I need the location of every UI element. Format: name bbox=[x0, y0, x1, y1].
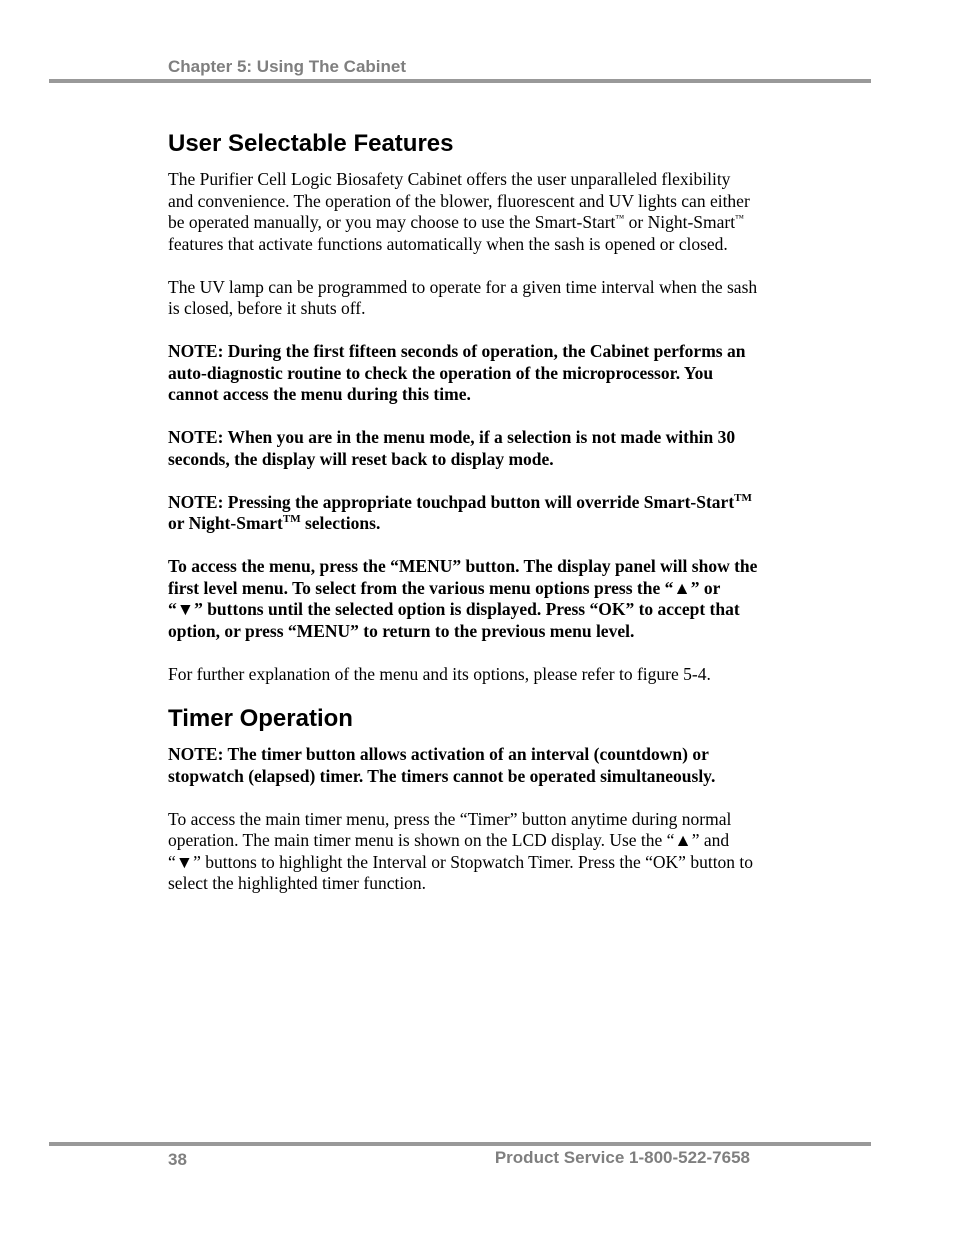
trademark-mark: TM bbox=[734, 491, 752, 504]
page-number: 38 bbox=[168, 1150, 187, 1169]
intro-text-a: The Purifier Cell Logic Biosafety Cabinet offers the user unparalleled flexibility and convenience. The operation of the blower, fluorescent and UV lights can either be operated manually, or you may choose to use the Smart-Start bbox=[168, 169, 750, 232]
menu-access-instructions: To access the menu, press the “MENU” button. The display panel will show the first level menu. To select from the various menu options press the “▲” or “▼” buttons until the selected option is displayed. Press “OK” to accept that option, or press “MENU” to return to the previous menu level. bbox=[168, 556, 758, 641]
trademark-mark: TM bbox=[282, 513, 301, 525]
section-heading-timer-operation: Timer Operation bbox=[168, 705, 353, 732]
trademark-mark: ™ bbox=[735, 213, 744, 223]
footer-rule bbox=[49, 1142, 871, 1146]
page-content bbox=[168, 128, 758, 895]
note-override-text-a: NOTE: Pressing the appropriate touchpad button will override Smart-Start bbox=[168, 491, 735, 512]
note-override-text-c: selections. bbox=[300, 513, 381, 533]
note-timer-button: NOTE: The timer button allows activation of an interval (countdown) or stopwatch (elapsed) timer. The timers cannot be operated simultaneously. bbox=[168, 744, 716, 786]
note-touchpad-override bbox=[168, 492, 758, 535]
product-service-phone: Product Service 1-800-522-7658 bbox=[494, 1148, 750, 1167]
uv-lamp-paragraph: The UV lamp can be programmed to operate for a given time interval when the sash is closed, before it shuts off. bbox=[168, 276, 758, 318]
intro-paragraph bbox=[168, 169, 758, 255]
intro-text-b: or Night-Smart bbox=[624, 212, 736, 232]
section-heading-user-selectable-features: User Selectable Features bbox=[168, 130, 454, 157]
timer-menu-paragraph: To access the main timer menu, press the “Timer” button anytime during normal operation. The main timer menu is shown on the LCD display. Use the “▲” and “▼” buttons to highlight the Interval or Stopwatch Timer. Press the “OK” button to select the highlighted timer function. bbox=[168, 808, 754, 893]
header-rule bbox=[49, 79, 871, 83]
note-menu-timeout: NOTE: When you are in the menu mode, if a selection is not made within 30 seconds, the display will reset back to display mode. bbox=[168, 427, 736, 469]
trademark-mark: ™ bbox=[615, 213, 625, 223]
intro-text-c: features that activate functions automatically when the sash is opened or closed. bbox=[168, 233, 728, 254]
note-override-text-b: or Night-Smart bbox=[168, 513, 283, 533]
further-explanation-paragraph: For further explanation of the menu and its options, please refer to figure 5-4. bbox=[168, 663, 711, 684]
chapter-header: Chapter 5: Using The Cabinet bbox=[168, 57, 407, 76]
note-auto-diagnostic: NOTE: During the first fifteen seconds of operation, the Cabinet performs an auto-diagnostic routine to check the operation of the microprocessor. You cannot access the menu during this time. bbox=[168, 341, 746, 404]
